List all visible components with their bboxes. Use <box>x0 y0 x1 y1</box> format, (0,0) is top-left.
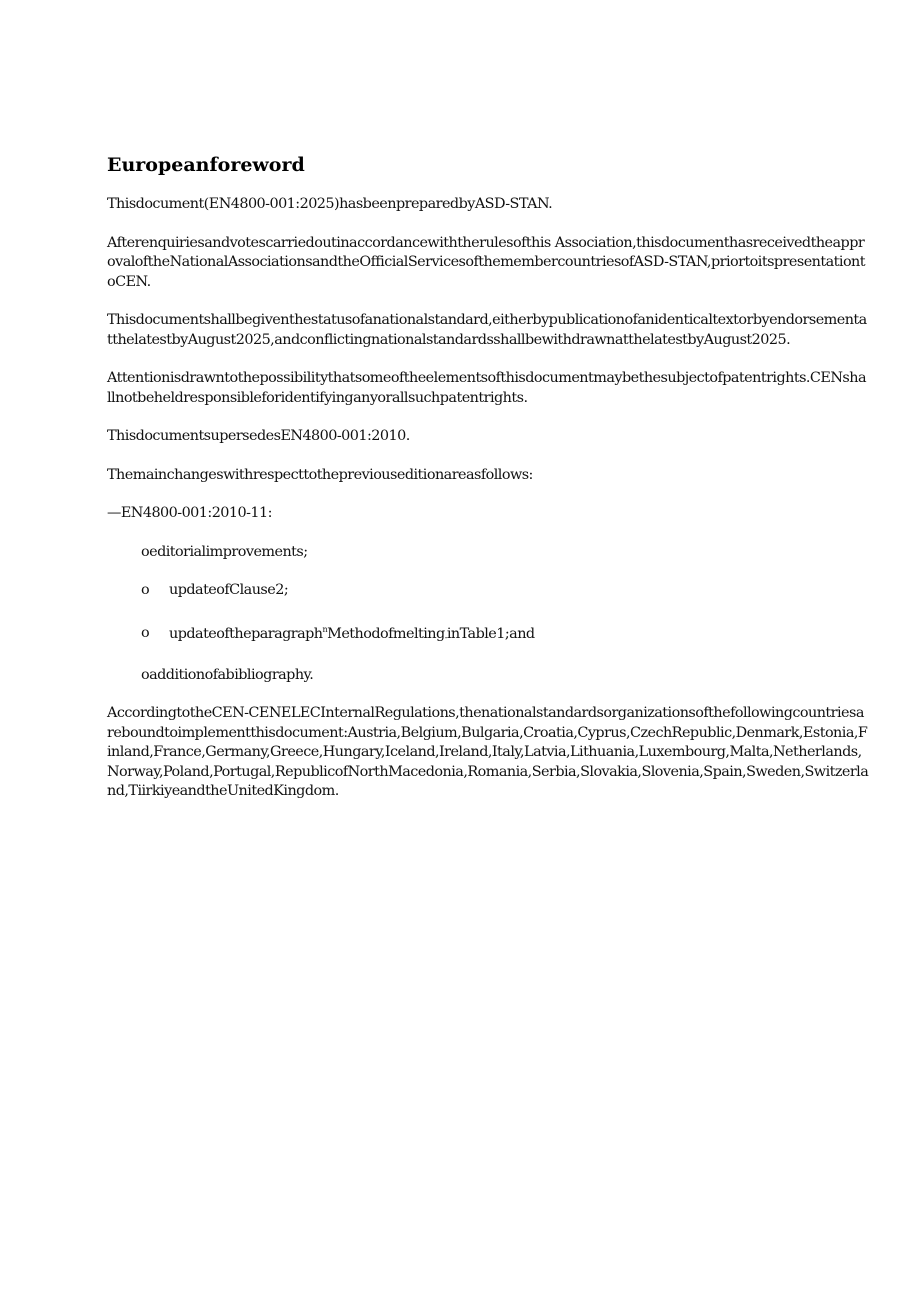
page-title: Europeanforeword <box>107 154 305 176</box>
paragraph-member-countries: AccordingtotheCEN-CENELECInternalRegulations,thenationalstandardsorganizationsofthefollowingcountriesareboundtoimplementthisdocument:Austria,Belgium,Bulgaria,Croatia,Cyprus,CzechRepublic,Denmark,Estonia,Finland,France,Germany,Greece,Hungary,Iceland,Ireland,Italy,Latvia,Lithuania,Luxembourg,Malta,Netherlands,Norway,Poland,Portugal,RepublicofNorthMacedonia,Romania,Serbia,Slovakia,Slovenia,Spain,Sweden,Switzerland,TiirkiyeandtheUnitedKingdom. <box>107 705 869 800</box>
change-item-bibliography: oadditionofabibliography. <box>141 666 314 683</box>
paragraph-status: Thisdocumentshallbegiventhestatusofanationalstandard,eitherbypublicationofanidenticaltextorbyendorsementatthelatestbyAugust2025,andconflictingnationalstandardsshallbewithdrawnatthelatestbyAugust2025. <box>107 312 867 348</box>
change-item-text: updateofClause2; <box>169 582 289 598</box>
paragraph-supersedes: ThisdocumentsupersedesEN4800-001:2010. <box>107 428 410 444</box>
change-item-editorial: oeditorialimprovements; <box>141 543 308 560</box>
change-item-text: updateoftheparagraph <box>169 625 323 642</box>
bullet-marker: o <box>141 625 150 642</box>
change-item-text: Methodofmelting <box>327 625 445 642</box>
close-quote-mark: - <box>444 632 447 642</box>
change-item-clause <box>107 581 869 601</box>
foreword-page <box>107 152 869 821</box>
open-quote-mark: n <box>322 624 328 634</box>
paragraph-prepared-by: Thisdocument(EN4800-001:2025)hasbeenpreparedbyASD-STAN. <box>107 196 553 212</box>
paragraph-patent-rights: Attentionisdrawntothepossibilitythatsomeoftheelementsofthisdocumentmaybethesubjectofpatentrights.CENshallnotbeheldresponsibleforidentifyinganyorallsuchpatentrights. <box>107 370 866 406</box>
change-list-header: —EN4800-001:2010-11: <box>107 505 272 521</box>
paragraph-main-changes: Themainchangeswithrespecttothepreviouseditionareasfollows: <box>107 466 533 483</box>
bullet-marker: o <box>141 582 150 598</box>
change-item-text: inTable1;and <box>446 625 535 642</box>
change-item-paragraph <box>107 620 869 647</box>
paragraph-approval: Afterenquiriesandvotescarriedoutinaccordancewiththerulesofthis Association,thisdocumenthasreceivedtheapprovaloftheNationalAssociationsandtheOfficialServicesofthemembercountriesofASD-STAN,priortoitspresentationtoCEN. <box>107 234 866 290</box>
